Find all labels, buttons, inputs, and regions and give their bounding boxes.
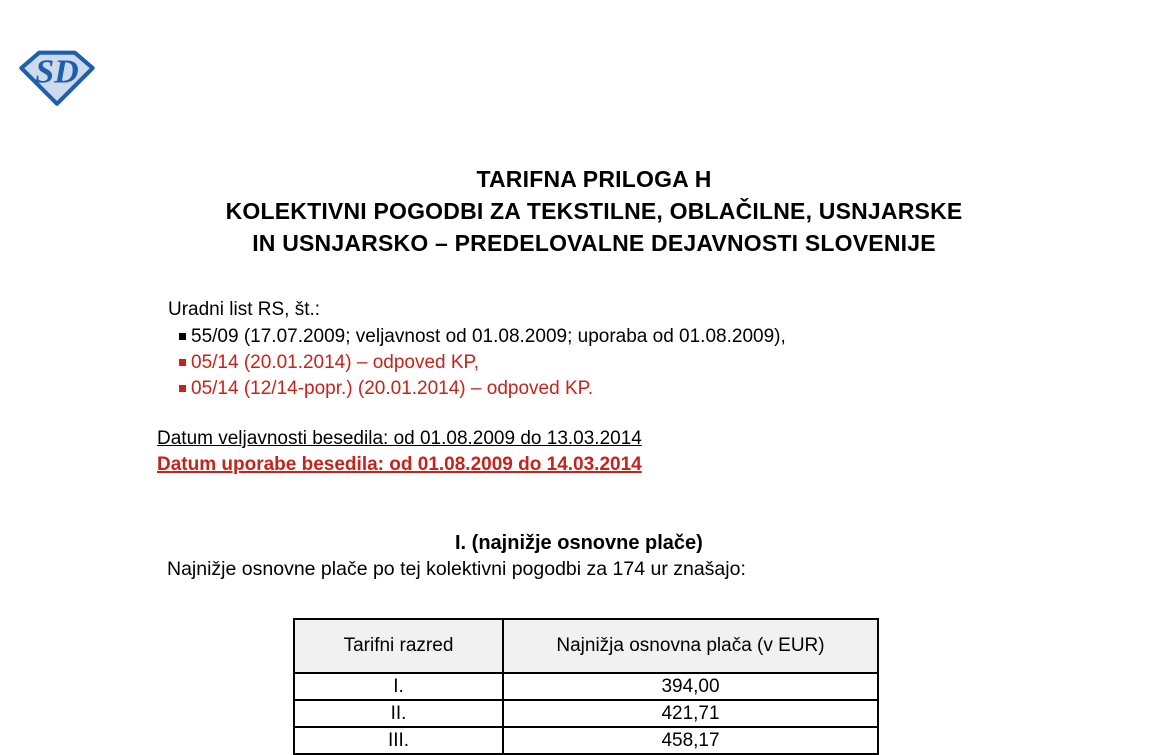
shield-icon (16, 47, 98, 107)
table-row (294, 700, 878, 727)
salary-cell: 421,71 (503, 700, 878, 727)
table-row (294, 727, 878, 754)
document-title (15, 163, 1157, 259)
tariff-class-cell: II. (294, 700, 503, 727)
salary-cell: 458,17 (503, 727, 878, 754)
document-title-line-3: IN USNJARSKO – PREDELOVALNE DEJAVNOSTI SLOVENIJE (252, 230, 936, 256)
document-title-line-1: TARIFNA PRILOGA H (476, 166, 712, 192)
table-header-cell-tariff-class: Tarifni razred (294, 619, 503, 673)
gazette-list (179, 324, 786, 402)
gazette-item-text: 05/14 (12/14-popr.) (20.01.2014) – odpoved KP. (191, 378, 594, 399)
square-bullet-icon (179, 385, 186, 392)
tariff-class-cell: I. (294, 673, 503, 700)
gazette-heading: Uradni list RS, št.: (168, 299, 321, 320)
table-header-row (294, 619, 878, 673)
salary-cell: 394,00 (503, 673, 878, 700)
gazette-item-text: 05/14 (20.01.2014) – odpoved KP, (191, 352, 480, 373)
logo-letters: SD (35, 53, 79, 91)
sd-shield-logo (16, 47, 98, 107)
section-heading: I. (najnižje osnovne plače) (455, 532, 703, 554)
table-header-cell-salary: Najnižja osnovna plača (v EUR) (503, 619, 878, 673)
table-row (294, 673, 878, 700)
validity-date-line: Datum veljavnosti besedila: od 01.08.2009 do 13.03.2014 (157, 428, 642, 449)
salary-table (293, 618, 879, 755)
square-bullet-icon (179, 359, 186, 366)
gazette-item (179, 324, 786, 350)
gazette-item (179, 350, 786, 376)
usage-date-line: Datum uporabe besedila: od 01.08.2009 do 14.03.2014 (157, 454, 642, 475)
document-title-line-2: KOLEKTIVNI POGODBI ZA TEKSTILNE, OBLAČILNE, USNJARSKE (225, 198, 963, 224)
gazette-item (179, 376, 786, 402)
validity-block (157, 426, 642, 478)
tariff-class-cell: III. (294, 727, 503, 754)
square-bullet-icon (179, 333, 186, 340)
section-intro: Najnižje osnovne plače po tej kolektivni pogodbi za 174 ur znašajo: (167, 558, 746, 580)
gazette-item-text: 55/09 (17.07.2009; veljavnost od 01.08.2009; uporaba od 01.08.2009), (191, 326, 786, 347)
